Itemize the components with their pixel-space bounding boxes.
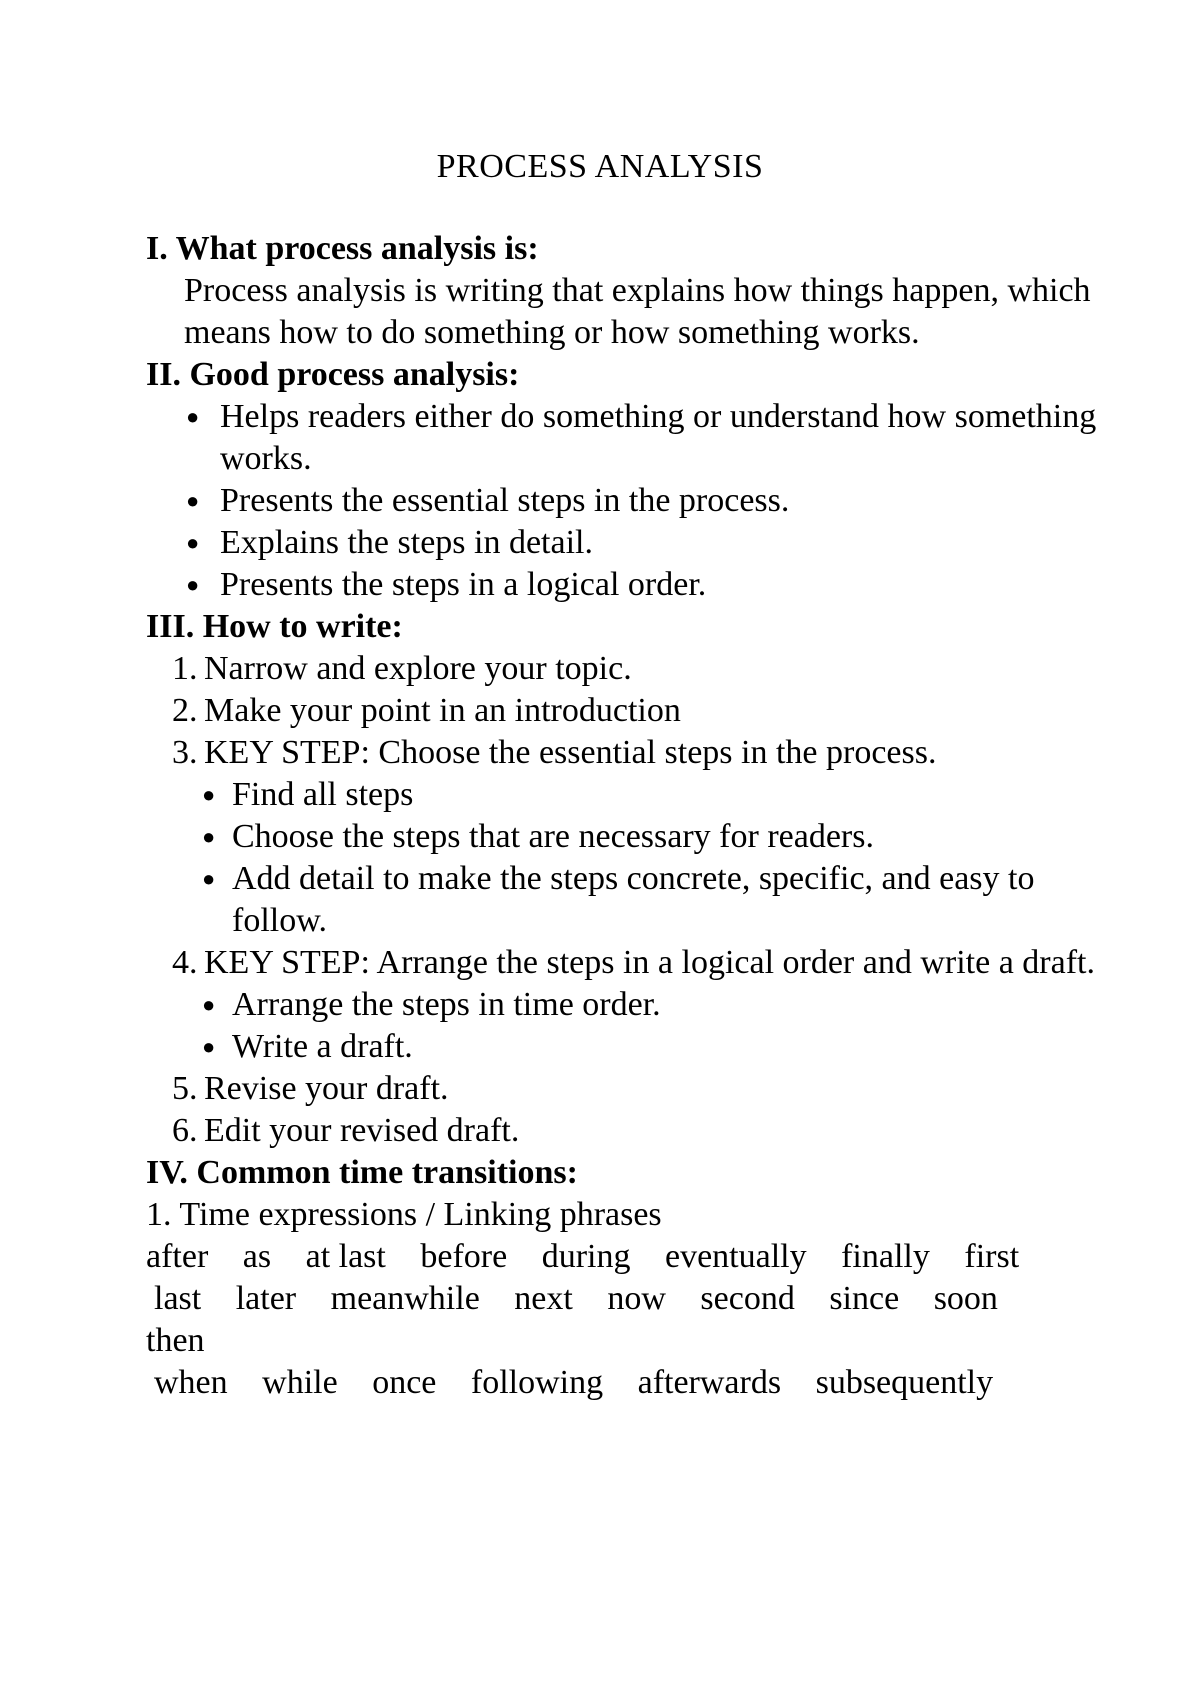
section-heading-what: I. What process analysis is: bbox=[146, 230, 539, 267]
step-number: 2. bbox=[172, 692, 198, 729]
transition-word: during bbox=[541, 1238, 631, 1275]
section-heading-transitions: IV. Common time transitions: bbox=[146, 1154, 578, 1191]
transition-word: meanwhile bbox=[330, 1280, 480, 1317]
transition-word: at last bbox=[305, 1238, 386, 1275]
step-text: Edit your revised draft. bbox=[204, 1112, 520, 1149]
transition-word: while bbox=[262, 1364, 338, 1401]
transition-word: eventually bbox=[664, 1238, 807, 1275]
transition-word: soon bbox=[933, 1280, 998, 1317]
step-number: 6. bbox=[172, 1112, 198, 1149]
how-to-write-steps-final bbox=[146, 1068, 1106, 1152]
transition-word: afterwards bbox=[637, 1364, 782, 1401]
bullet-icon: ● bbox=[202, 782, 216, 807]
transition-word: following bbox=[470, 1364, 604, 1401]
list-item-text: Arrange the steps in time order. bbox=[232, 986, 661, 1023]
transition-words-row-1 bbox=[146, 1236, 1106, 1278]
good-analysis-list bbox=[146, 396, 1106, 606]
section-paragraph-what: Process analysis is writing that explains how things happen, which means how to do something or how something works. bbox=[184, 272, 1091, 351]
transition-word: since bbox=[829, 1280, 900, 1317]
list-item-text: Add detail to make the steps concrete, specific, and easy to follow. bbox=[232, 860, 1035, 939]
list-item-text: Write a draft. bbox=[232, 1028, 413, 1065]
document-body bbox=[146, 228, 1106, 1404]
step-item bbox=[146, 1110, 1106, 1152]
transitions-subheading: 1. Time expressions / Linking phrases bbox=[146, 1196, 662, 1233]
list-item bbox=[146, 522, 1106, 564]
step-number: 1. bbox=[172, 650, 198, 687]
bullet-icon: ● bbox=[186, 530, 200, 555]
list-item-text: Choose the steps that are necessary for readers. bbox=[232, 818, 874, 855]
transition-word: next bbox=[514, 1280, 573, 1317]
step-number: 5. bbox=[172, 1070, 198, 1107]
step-item bbox=[146, 942, 1106, 984]
list-item-text: Helps readers either do something or understand how something works. bbox=[220, 398, 1097, 477]
transition-word: now bbox=[607, 1280, 666, 1317]
bullet-icon: ● bbox=[186, 404, 200, 429]
transition-word: second bbox=[700, 1280, 795, 1317]
step-text: Revise your draft. bbox=[204, 1070, 449, 1107]
bullet-icon: ● bbox=[202, 1034, 216, 1059]
step-text: Narrow and explore your topic. bbox=[204, 650, 632, 687]
bullet-icon: ● bbox=[202, 824, 216, 849]
step-4-sub-list bbox=[146, 984, 1106, 1068]
step-text: Make your point in an introduction bbox=[204, 692, 681, 729]
section-heading-how: III. How to write: bbox=[146, 608, 403, 645]
transition-word: later bbox=[235, 1280, 297, 1317]
step-text: KEY STEP: Arrange the steps in a logical order and write a draft. bbox=[204, 944, 1095, 981]
list-item bbox=[146, 774, 1106, 816]
section-heading-good: II. Good process analysis: bbox=[146, 356, 520, 393]
list-item-text: Explains the steps in detail. bbox=[220, 524, 593, 561]
transition-word: before bbox=[420, 1238, 508, 1275]
how-to-write-steps bbox=[146, 648, 1106, 774]
list-item bbox=[146, 396, 1106, 480]
list-item-text: Presents the steps in a logical order. bbox=[220, 566, 707, 603]
transition-word: first bbox=[964, 1238, 1020, 1275]
transition-word: finally bbox=[841, 1238, 930, 1275]
list-item-text: Find all steps bbox=[232, 776, 414, 813]
transition-word: when bbox=[154, 1364, 228, 1401]
list-item bbox=[146, 984, 1106, 1026]
list-item-text: Presents the essential steps in the process. bbox=[220, 482, 790, 519]
transition-words-row-3 bbox=[146, 1320, 1106, 1362]
list-item bbox=[146, 816, 1106, 858]
step-text: KEY STEP: Choose the essential steps in the process. bbox=[204, 734, 937, 771]
list-item bbox=[146, 858, 1106, 942]
step-number: 4. bbox=[172, 944, 198, 981]
transition-word: once bbox=[372, 1364, 437, 1401]
transition-word: as bbox=[242, 1238, 272, 1275]
step-item bbox=[146, 648, 1106, 690]
bullet-icon: ● bbox=[186, 572, 200, 597]
transition-word: subsequently bbox=[815, 1364, 994, 1401]
step-item bbox=[146, 690, 1106, 732]
transition-word: last bbox=[154, 1280, 202, 1317]
list-item bbox=[146, 480, 1106, 522]
step-3-sub-list bbox=[146, 774, 1106, 942]
how-to-write-steps-continued bbox=[146, 942, 1106, 984]
transition-words-row-4 bbox=[146, 1362, 1106, 1404]
list-item bbox=[146, 564, 1106, 606]
step-number: 3. bbox=[172, 734, 198, 771]
step-item bbox=[146, 732, 1106, 774]
bullet-icon: ● bbox=[186, 488, 200, 513]
list-item bbox=[146, 1026, 1106, 1068]
bullet-icon: ● bbox=[202, 866, 216, 891]
bullet-icon: ● bbox=[202, 992, 216, 1017]
transition-word: after bbox=[146, 1238, 209, 1275]
step-item bbox=[146, 1068, 1106, 1110]
transition-words-row-2 bbox=[146, 1278, 1106, 1320]
page-title: PROCESS ANALYSIS bbox=[436, 148, 764, 185]
transition-word: then bbox=[146, 1322, 205, 1359]
